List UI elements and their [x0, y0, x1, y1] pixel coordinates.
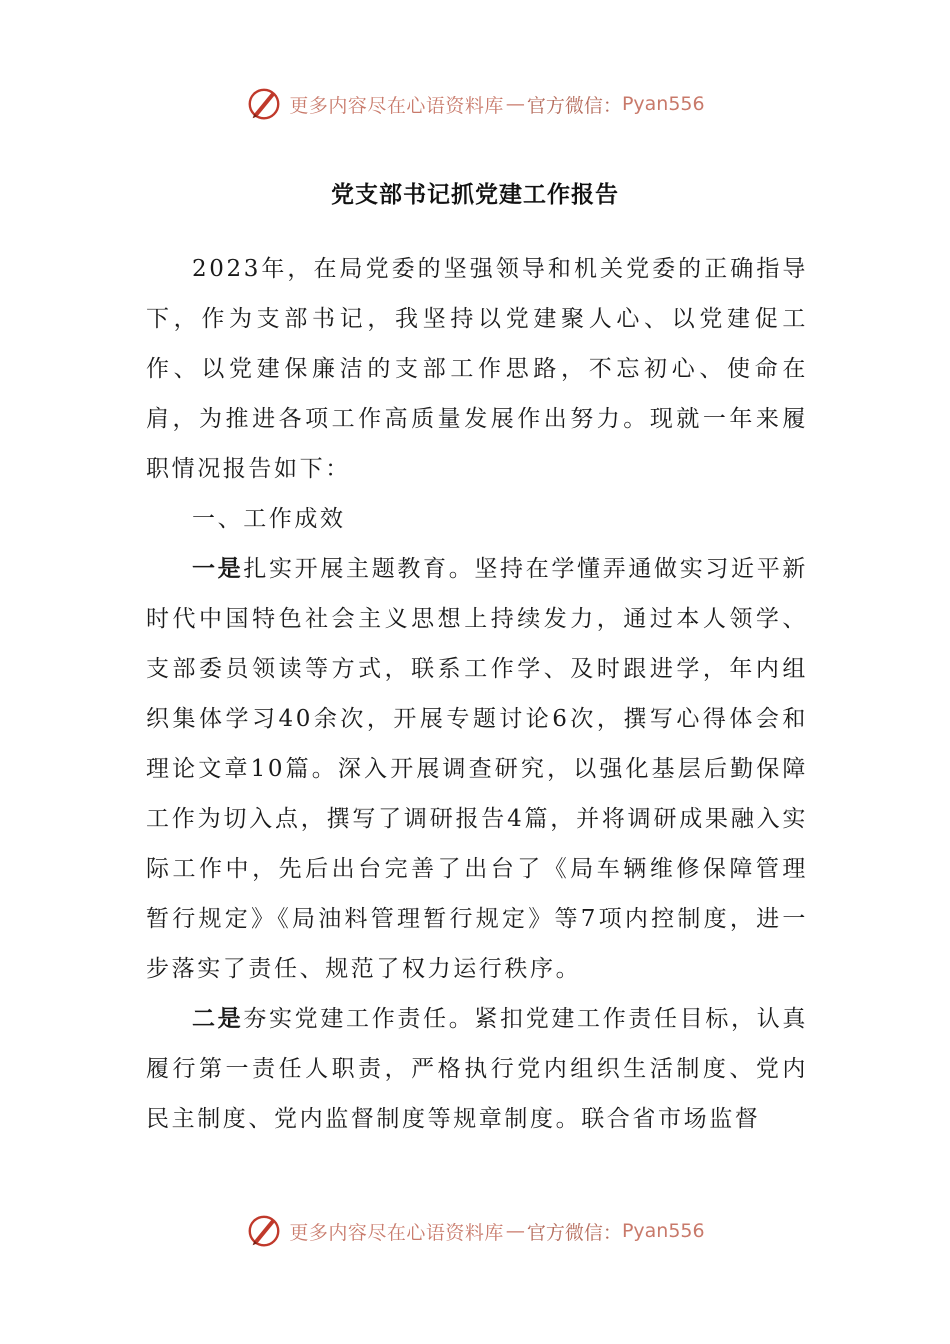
- pen-circle-icon: [245, 1212, 283, 1250]
- banner-wechat-id: Pyan556: [621, 93, 705, 115]
- banner-dash: —: [505, 1220, 525, 1242]
- banner-dash: —: [505, 93, 525, 115]
- pen-circle-icon: [245, 85, 283, 123]
- intro-paragraph: 2023年，在局党委的坚强领导和机关党委的正确指导下，作为支部书记，我坚持以党建聚人心、以党建促工作、以党建保廉洁的支部工作思路，不忘初心、使命在肩，为推进各项工作高质量发展作出努力。现就一年来履职情况报告如下：: [146, 256, 808, 482]
- point-two-paragraph: [146, 994, 808, 1144]
- section-heading: 一、工作成效: [192, 506, 346, 532]
- header-banner: [0, 84, 950, 124]
- point-one-text: 扎实开展主题教育。坚持在学懂弄通做实习近平新时代中国特色社会主义思想上持续发力，通过本人领学、支部委员领读等方式，联系工作学、及时跟进学，年内组织集体学习40余次，开展专题讨论6次，撰写心得体会和理论文章10篇。深入开展调查研究，以强化基层后勤保障工作为切入点，撰写了调研报告4篇，并将调研成果融入实际工作中，先后出台完善了出台了《局车辆维修保障管理暂行规定》《局油料管理暂行规定》等7项内控制度，进一步落实了责任、规范了权力运行秩序。: [146, 556, 808, 982]
- banner-wechat-label: 官方微信：: [526, 1221, 622, 1244]
- point-one-paragraph: [146, 544, 808, 994]
- document-title: 党支部书记抓党建工作报告: [331, 181, 619, 208]
- banner-promo-text: 更多内容尽在心语资料库: [289, 94, 504, 117]
- banner-promo-text: 更多内容尽在心语资料库: [289, 1221, 504, 1244]
- footer-banner: [0, 1211, 950, 1251]
- banner-wechat-id: Pyan556: [621, 1220, 705, 1242]
- point-one-lead: 一是: [192, 555, 244, 582]
- point-two-text: 夯实党建工作责任。紧扣党建工作责任目标，认真履行第一责任人职责，严格执行党内组织生活制度、党内民主制度、党内监督制度等规章制度。联合省市场监督: [146, 1006, 808, 1132]
- document-body: [146, 244, 808, 1144]
- banner-wechat-label: 官方微信：: [526, 94, 622, 117]
- point-two-lead: 二是: [192, 1005, 244, 1032]
